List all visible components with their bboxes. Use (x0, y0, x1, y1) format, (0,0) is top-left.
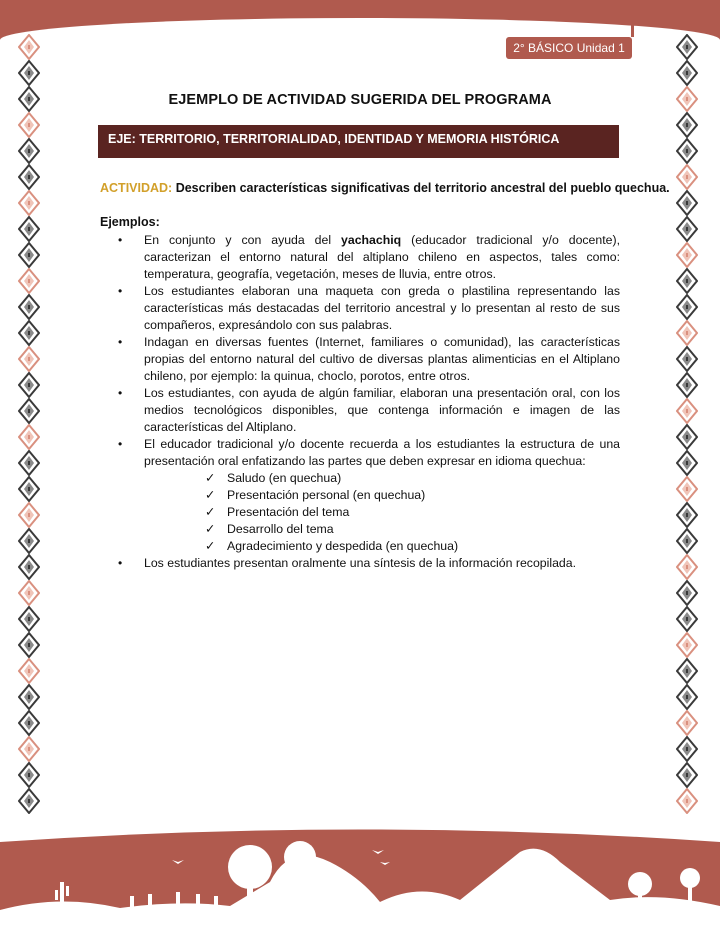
yachachiq-term: yachachiq (341, 233, 402, 247)
list-item: • Indagan en diversas fuentes (Internet, familiares o comunidad), las características propias del entorno natural del cultivo de diversas plantas alimenticias en el Altiplano chileno, por ejemplo: la quinua, choclo, porotos, entre otros. (118, 335, 620, 383)
checkmark-icon: ✓ (205, 488, 216, 502)
checklist-item: ✓ Saludo (en quechua) (205, 471, 342, 485)
checkmark-icon: ✓ (205, 522, 216, 536)
presentation-structure-checklist (100, 470, 620, 555)
list-item: • El educador tradicional y/o docente recuerda a los estudiantes la estructura de una presentación oral enfatizando las partes que deben expresar en idioma quechua: (118, 437, 620, 468)
bullet-icon: • (118, 437, 123, 451)
bullet-icon: • (118, 556, 123, 570)
activity-statement (100, 181, 670, 195)
left-woven-border (18, 34, 40, 824)
right-woven-border (676, 34, 698, 824)
checkmark-icon: ✓ (205, 471, 216, 485)
checklist-item: ✓ Agradecimiento y despedida (en quechua) (205, 539, 459, 553)
bullet-icon: • (118, 386, 123, 400)
checklist-item: ✓ Presentación del tema (205, 505, 350, 519)
unit-tab: 2° BÁSICO Unidad 1 (506, 37, 632, 59)
list-item: • Los estudiantes, con ayuda de algún familiar, elaboran una presentación oral, con los medios tecnológicos disponibles, que contenga información e imagen de las características del Altiplano. (118, 386, 620, 434)
eje-banner: EJE: TERRITORIO, TERRITORIALIDAD, IDENTIDAD Y MEMORIA HISTÓRICA (98, 125, 619, 158)
andean-landscape-footer (0, 822, 720, 932)
examples-heading: Ejemplos: (100, 215, 160, 229)
bullet-icon: • (118, 284, 123, 298)
examples-list (100, 232, 620, 572)
list-item: • Los estudiantes elaboran una maqueta con greda o plastilina representando las características más destacadas del territorio ancestral y lo presentan al resto de sus compañeros, expresándolo con sus palabras. (118, 284, 620, 332)
checklist-item: ✓ Presentación personal (en quechua) (205, 488, 426, 502)
checkmark-icon: ✓ (205, 539, 216, 553)
activity-label: ACTIVIDAD: (100, 181, 173, 195)
bullet-icon: • (118, 335, 123, 349)
list-item: • Los estudiantes presentan oralmente una síntesis de la información recopilada. (118, 556, 577, 570)
bullet-icon: • (118, 233, 123, 247)
checkmark-icon: ✓ (205, 505, 216, 519)
list-item: • En conjunto y con ayuda del yachachiq (educador tradicional y/o docente), caracterizan el entorno natural del altiplano chileno en aspectos, tales como: temperatura, geografía, vegetación, meses de lluvia, entre otros. (118, 233, 620, 281)
page-title: EJEMPLO DE ACTIVIDAD SUGERIDA DEL PROGRAMA (168, 92, 552, 108)
activity-text: Describen características significativas del territorio ancestral del pueblo quechua. (172, 181, 670, 195)
checklist-item: ✓ Desarrollo del tema (205, 522, 334, 536)
